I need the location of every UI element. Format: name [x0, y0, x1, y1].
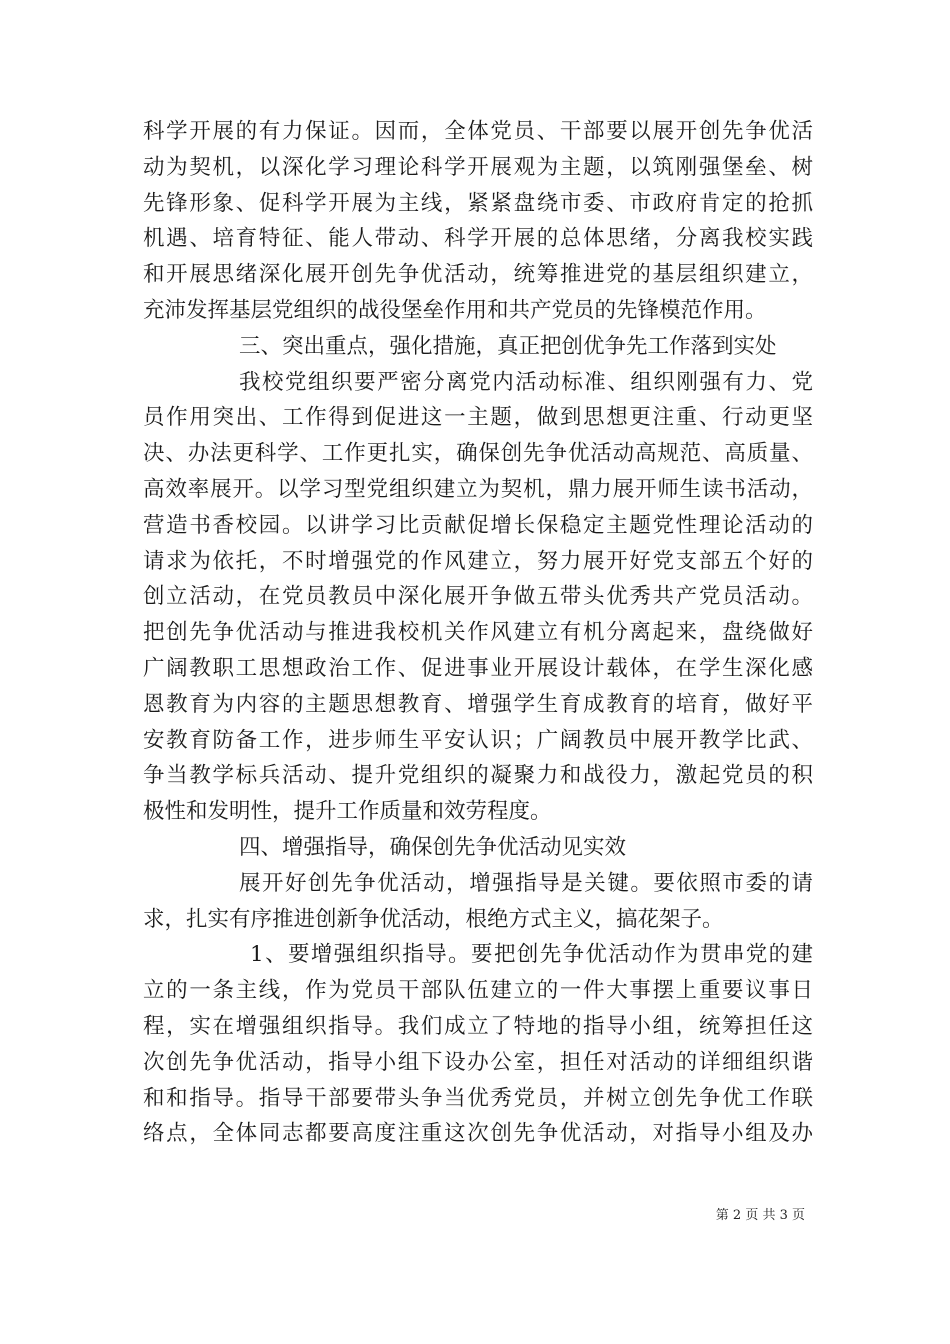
- paragraph-line: 程，实在增强组织指导。我们成立了特地的指导小组，统筹担任这: [143, 1013, 813, 1039]
- paragraph-line: 充沛发挥基层党组织的战役堡垒作用和共产党员的先锋模范作用。: [143, 297, 767, 323]
- paragraph-line: 极性和发明性，提升工作质量和效劳程度。: [143, 799, 552, 825]
- paragraph-line: 请求为依托，不时增强党的作风建立，努力展开好党支部五个好的: [143, 548, 813, 574]
- paragraph-line: 求，扎实有序推进创新争优活动，根绝方式主义，搞花架子。: [143, 906, 724, 932]
- paragraph-line: 把创先争优活动与推进我校机关作风建立有机分离起来，盘绕做好: [143, 620, 813, 646]
- paragraph-line: 员作用突出、工作得到促进这一主题，做到思想更注重、行动更坚: [143, 405, 813, 431]
- paragraph-line: 和开展思绪深化展开创先争优活动，统筹推进党的基层组织建立，: [143, 262, 813, 288]
- paragraph-line: 我校党组织要严密分离党内活动标准、组织刚强有力、党: [239, 369, 813, 395]
- paragraph-line: 和和指导。指导干部要带头争当优秀党员，并树立创先争优工作联: [143, 1085, 813, 1111]
- paragraph-line: 次创先争优活动，指导小组下设办公室，担任对活动的详细组织谐: [143, 1049, 813, 1075]
- paragraph-line: 络点，全体同志都要高度注重这次创先争优活动，对指导小组及办: [143, 1121, 813, 1147]
- paragraph-line: 高效率展开。以学习型党组织建立为契机，鼎力展开师生读书活动，: [143, 476, 813, 502]
- paragraph-line: 机遇、培育特征、能人带动、科学开展的总体思绪，分离我校实践: [143, 226, 813, 252]
- document-body: [143, 114, 813, 1152]
- section-heading: 三、突出重点，强化措施，真正把创优争先工作落到实处: [239, 333, 777, 359]
- paragraph-line: 先锋形象、促科学开展为主线，紧紧盘绕市委、市政府肯定的抢抓: [143, 190, 813, 216]
- paragraph-line: 动为契机，以深化学习理论科学开展观为主题，以筑刚强堡垒、树: [143, 154, 813, 180]
- section-heading: 四、增强指导，确保创先争优活动见实效: [239, 834, 627, 860]
- paragraph-line: 决、办法更科学、工作更扎实，确保创先争优活动高规范、高质量、: [143, 441, 813, 467]
- paragraph-line: 安教育防备工作，进步师生平安认识；广阔教员中展开教学比武、: [143, 727, 813, 753]
- paragraph-line: 1、要增强组织指导。要把创先争优活动作为贯串党的建: [250, 942, 813, 968]
- paragraph-line: 恩教育为内容的主题思想教育、增强学生育成教育的培育，做好平: [143, 691, 813, 717]
- page-number: 第 2 页 共 3 页: [715, 1208, 805, 1223]
- paragraph-line: 展开好创先争优活动，增强指导是关键。要依照市委的请: [239, 870, 813, 896]
- paragraph-line: 营造书香校园。以讲学习比贡献促增长保稳定主题党性理论活动的: [143, 512, 813, 538]
- paragraph-line: 争当教学标兵活动、提升党组织的凝聚力和战役力，激起党员的积: [143, 763, 813, 789]
- paragraph-line: 创立活动，在党员教员中深化展开争做五带头优秀共产党员活动。: [143, 584, 813, 610]
- paragraph-line: 广阔教职工思想政治工作、促进事业开展设计载体，在学生深化感: [143, 655, 813, 681]
- paragraph-line: 立的一条主线，作为党员干部队伍建立的一件大事摆上重要议事日: [143, 978, 813, 1004]
- paragraph-line: 科学开展的有力保证。因而，全体党员、干部要以展开创先争优活: [143, 119, 813, 144]
